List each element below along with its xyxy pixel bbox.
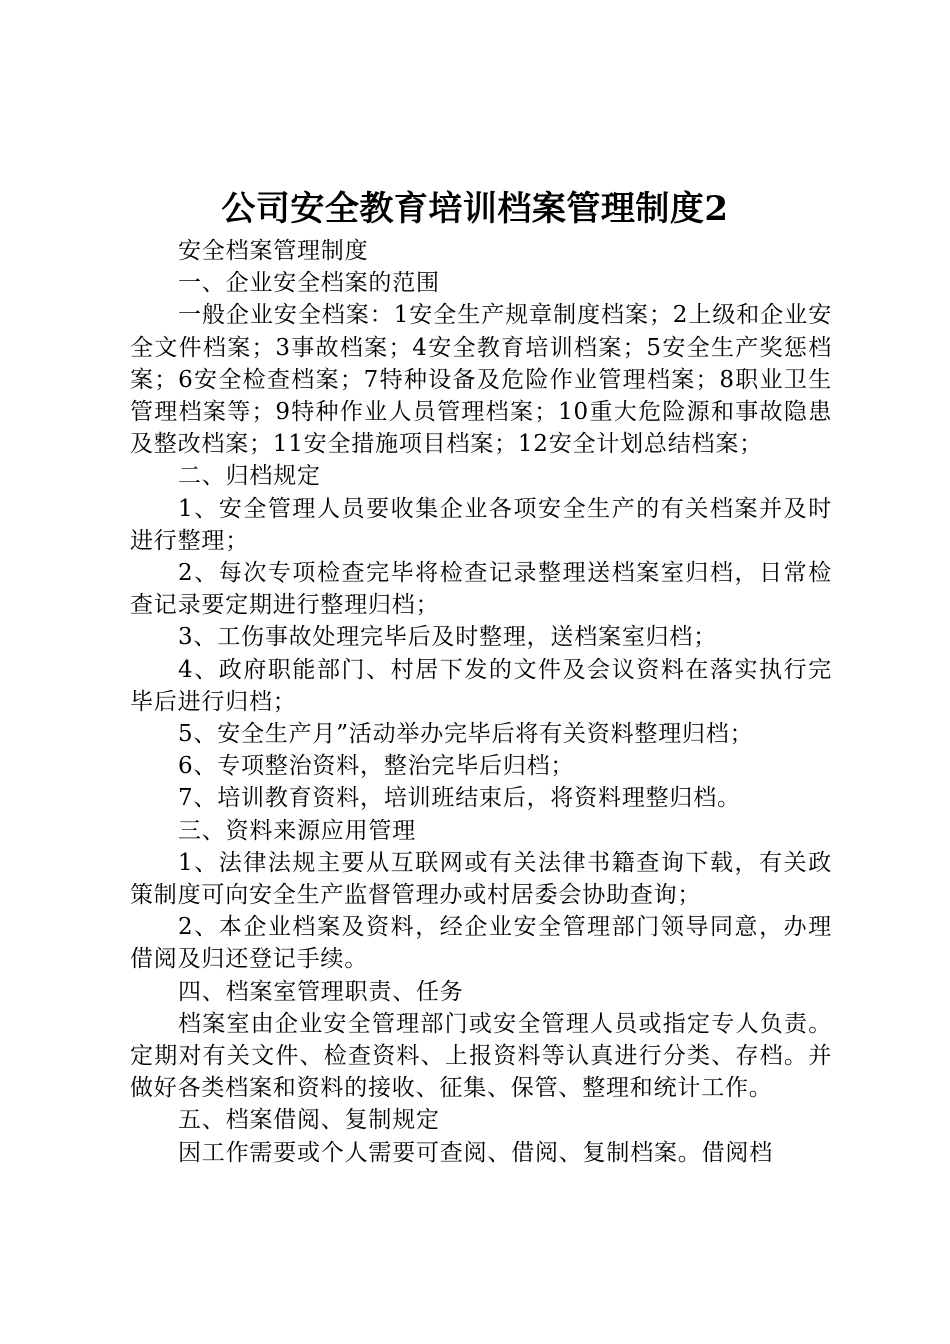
section-heading: 二、归档规定	[178, 463, 321, 490]
document-body	[130, 235, 832, 1169]
body-paragraph: 因工作需要或个人需要可查阅、借阅、复制档案。借阅档	[178, 1139, 773, 1166]
list-item: 3、工伤事故处理完毕后及时整理，送档案室归档；	[178, 624, 718, 651]
list-item: 6、专项整治资料，整治完毕后归档；	[178, 753, 575, 780]
section-heading: 三、资料来源应用管理	[178, 817, 416, 844]
list-item: 1、法律法规主要从互联网或有关法律书籍查询下载，有关政策制度可向安全生产监督管理办或村居委会协助查询；	[130, 849, 832, 909]
body-paragraph: 一般企业安全档案：1安全生产规章制度档案；2上级和企业安全文件档案；3事故档案；4安全教育培训档案；5安全生产奖惩档案；6安全检查档案；7特种设备及危险作业管理档案；8职业卫生管理档案等；9特种作业人员管理档案；10重大危险源和事故隐患及整改档案；11安全措施项目档案；12安全计划总结档案；	[130, 302, 832, 458]
body-paragraph: 档案室由企业安全管理部门或安全管理人员或指定专人负责。定期对有关文件、检查资料、上报资料等认真进行分类、存档。并做好各类档案和资料的接收、征集、保管、整理和统计工作。	[130, 1010, 832, 1102]
list-item: 2、本企业档案及资料，经企业安全管理部门领导同意，办理借阅及归还登记手续。	[130, 914, 832, 973]
list-item: 5、安全生产月”活动举办完毕后将有关资料整理归档；	[178, 721, 754, 748]
section-heading: 安全档案管理制度	[178, 238, 369, 264]
list-item: 7、培训教育资料，培训班结束后，将资料理整归档。	[178, 785, 741, 812]
list-item: 4、政府职能部门、村居下发的文件及会议资料在落实执行完毕后进行归档；	[130, 656, 832, 715]
section-heading: 一、企业安全档案的范围	[178, 270, 440, 297]
list-item: 1、安全管理人员要收集企业各项安全生产的有关档案并及时进行整理；	[130, 495, 832, 554]
section-heading: 四、档案室管理职责、任务	[178, 978, 464, 1005]
list-item: 2、每次专项检查完毕将检查记录整理送档案室归档，日常检查记录要定期进行整理归档；	[130, 560, 832, 619]
section-heading: 五、档案借阅、复制规定	[178, 1107, 440, 1134]
document-title: 公司安全教育培训档案管理制度2	[221, 189, 729, 229]
